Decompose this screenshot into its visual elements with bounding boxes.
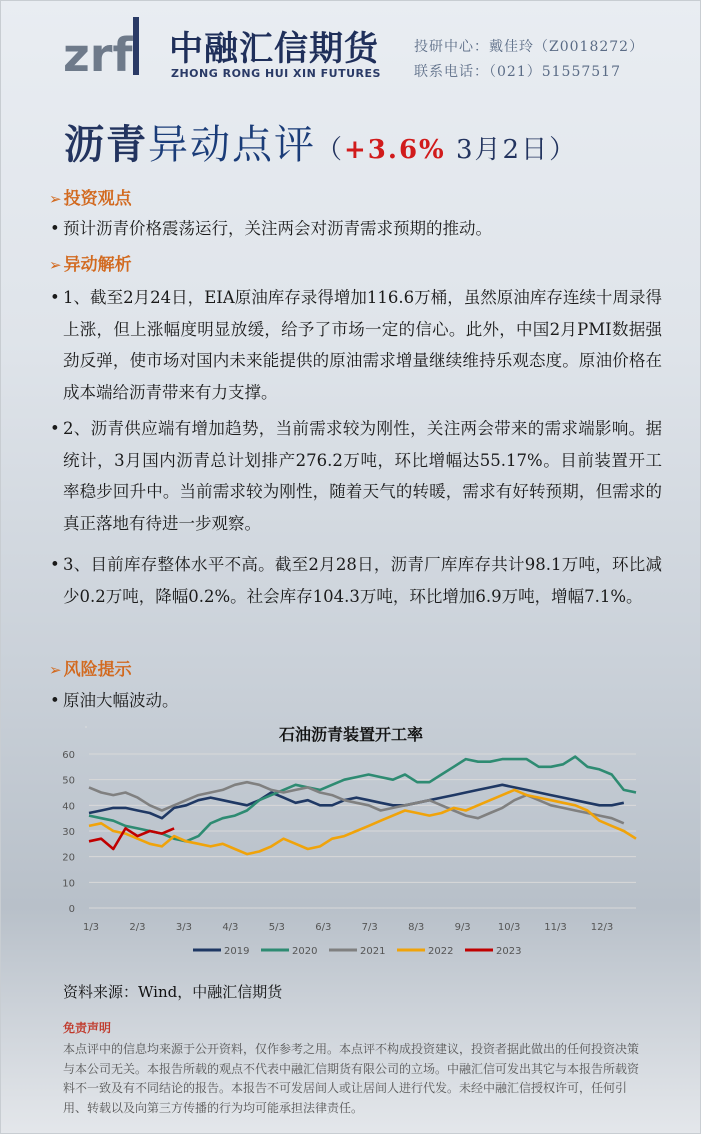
legend-label-2020: 2020 — [292, 946, 318, 957]
x-tick-label: 12/3 — [590, 922, 614, 933]
x-tick-label: 1/3 — [82, 922, 100, 933]
y-tick-label: 60 — [62, 750, 75, 761]
legend-label-2019: 2019 — [224, 946, 250, 957]
y-tick-label: 20 — [62, 852, 75, 864]
utilization-chart — [51, 716, 651, 966]
chart-legend — [193, 946, 521, 957]
disclaimer-title: 免责声明 — [63, 1021, 112, 1035]
research-contact: 投研中心：戴佳玲（Z0018272） — [414, 39, 645, 55]
y-tick-label: 50 — [62, 775, 75, 787]
header — [1, 1, 701, 96]
arrow-icon: ➢ — [49, 661, 62, 679]
chart-svg — [51, 716, 651, 966]
series-line-2021 — [89, 782, 624, 823]
bullet: • — [50, 219, 60, 238]
arrow-icon: ➢ — [49, 190, 62, 208]
view-paragraph — [50, 213, 662, 245]
bullet: • — [50, 288, 60, 307]
title-paren-close: ） — [549, 135, 578, 165]
legend-label-2023: 2023 — [496, 946, 522, 957]
y-tick-label: 30 — [62, 827, 75, 838]
chart-series — [89, 757, 636, 855]
arrow-icon: ➢ — [49, 256, 62, 274]
analysis-text-2: 2、沥青供应端有增加趋势，当前需求较为刚性，关注两会带来的需求端影响。据统计，3月国内沥青总计划排产276.2万吨，环比增幅达55.17%。目前装置开工率稳步回升中。当前需求较为刚性，随着天气的转暖，需求有好转预期，但需求的真正落地有待进一步观察。 — [63, 419, 662, 533]
risk-text: 原油大幅波动。 — [63, 691, 179, 710]
bullet: • — [50, 419, 60, 438]
title-paren-open: （ — [316, 135, 345, 165]
x-tick-label: 10/3 — [497, 922, 521, 933]
title-product: 沥青 — [64, 121, 148, 168]
legend-label-2022: 2022 — [428, 946, 454, 957]
phone-contact: 联系电话：（021）51557517 — [414, 64, 621, 80]
contact-info — [414, 35, 644, 85]
logo-mark-text: zrf — [63, 28, 133, 79]
logo-english-name: ZHONG RONG HUI XIN FUTURES — [171, 67, 381, 80]
section-analysis-title: 异动解析 — [63, 255, 132, 275]
x-tick-label: 6/3 — [315, 922, 332, 933]
x-axis-ticks — [83, 922, 613, 933]
title-change-pct: +3.6% — [344, 135, 446, 165]
x-tick-label: 7/3 — [361, 922, 378, 933]
x-tick-label: 2/3 — [129, 922, 146, 933]
bullet: • — [50, 555, 60, 574]
analysis-item-3 — [50, 549, 662, 612]
y-tick-label: 0 — [68, 904, 75, 915]
chart-title: 石油沥青装置开工率 — [278, 725, 423, 744]
analysis-text-1: 1、截至2月24日，EIA原油库存录得增加116.6万桶，虽然原油库存连续十周录得上涨，但上涨幅度明显放缓，给予了市场一定的信心。此外，中国2月PMI数据强劲反弹，使市场对国内未来能提供的原油需求增量继续维持乐观态度。原油价格在成本端给沥青带来有力支撑。 — [63, 288, 662, 402]
logo-chinese-name: 中融汇信期货 — [169, 29, 379, 69]
view-text: 预计沥青价格震荡运行，关注两会对沥青需求预期的推动。 — [63, 219, 492, 238]
x-tick-label: 8/3 — [408, 922, 425, 933]
section-analysis-heading — [49, 250, 132, 275]
analysis-item-2 — [50, 413, 662, 539]
x-tick-label: 9/3 — [454, 922, 471, 933]
section-view-heading — [49, 184, 132, 209]
company-logo-icon — [61, 15, 161, 79]
y-tick-label: 40 — [62, 801, 75, 813]
x-tick-label: 3/3 — [175, 922, 192, 933]
y-axis-ticks — [62, 750, 75, 915]
y-tick-label: 10 — [62, 878, 75, 890]
section-risk-heading — [49, 655, 132, 680]
x-tick-label: 4/3 — [222, 922, 239, 933]
risk-paragraph — [50, 685, 662, 717]
legend-label-2021: 2021 — [360, 946, 386, 957]
analysis-item-1 — [50, 282, 662, 408]
x-tick-label: 5/3 — [268, 922, 285, 933]
section-risk-title: 风险提示 — [63, 660, 132, 680]
section-view-title: 投资观点 — [63, 189, 132, 209]
disclaimer-text: 本点评中的信息均来源于公开资料，仅作参考之用。本点评不构成投资建议，投资者据此做出的任何投资决策与本公司无关。本报告所载的观点不代表中融汇信期货有限公司的立场。中融汇信可发出其它与本报告所载资料不一致及有不同结论的报告。本报告不可发居间人或让居间人进行代发。未经中融汇信授权许可，任何引用、转载以及向第三方传播的行为均可能承担法律责任。 — [63, 1042, 640, 1115]
page-title — [64, 113, 577, 170]
analysis-text-3: 3、目前库存整体水平不高。截至2月28日，沥青厂库库存共计98.1万吨，环比减少0.2万吨，降幅0.2%。社会库存104.3万吨，环比增加6.9万吨，增幅7.1%。 — [63, 555, 662, 606]
x-tick-label: 11/3 — [544, 922, 567, 933]
title-date: 3月2日 — [445, 135, 550, 165]
title-type: 异动点评 — [148, 122, 316, 168]
data-source: 资料来源：Wind，中融汇信期货 — [63, 983, 283, 1001]
bullet: • — [50, 691, 60, 710]
